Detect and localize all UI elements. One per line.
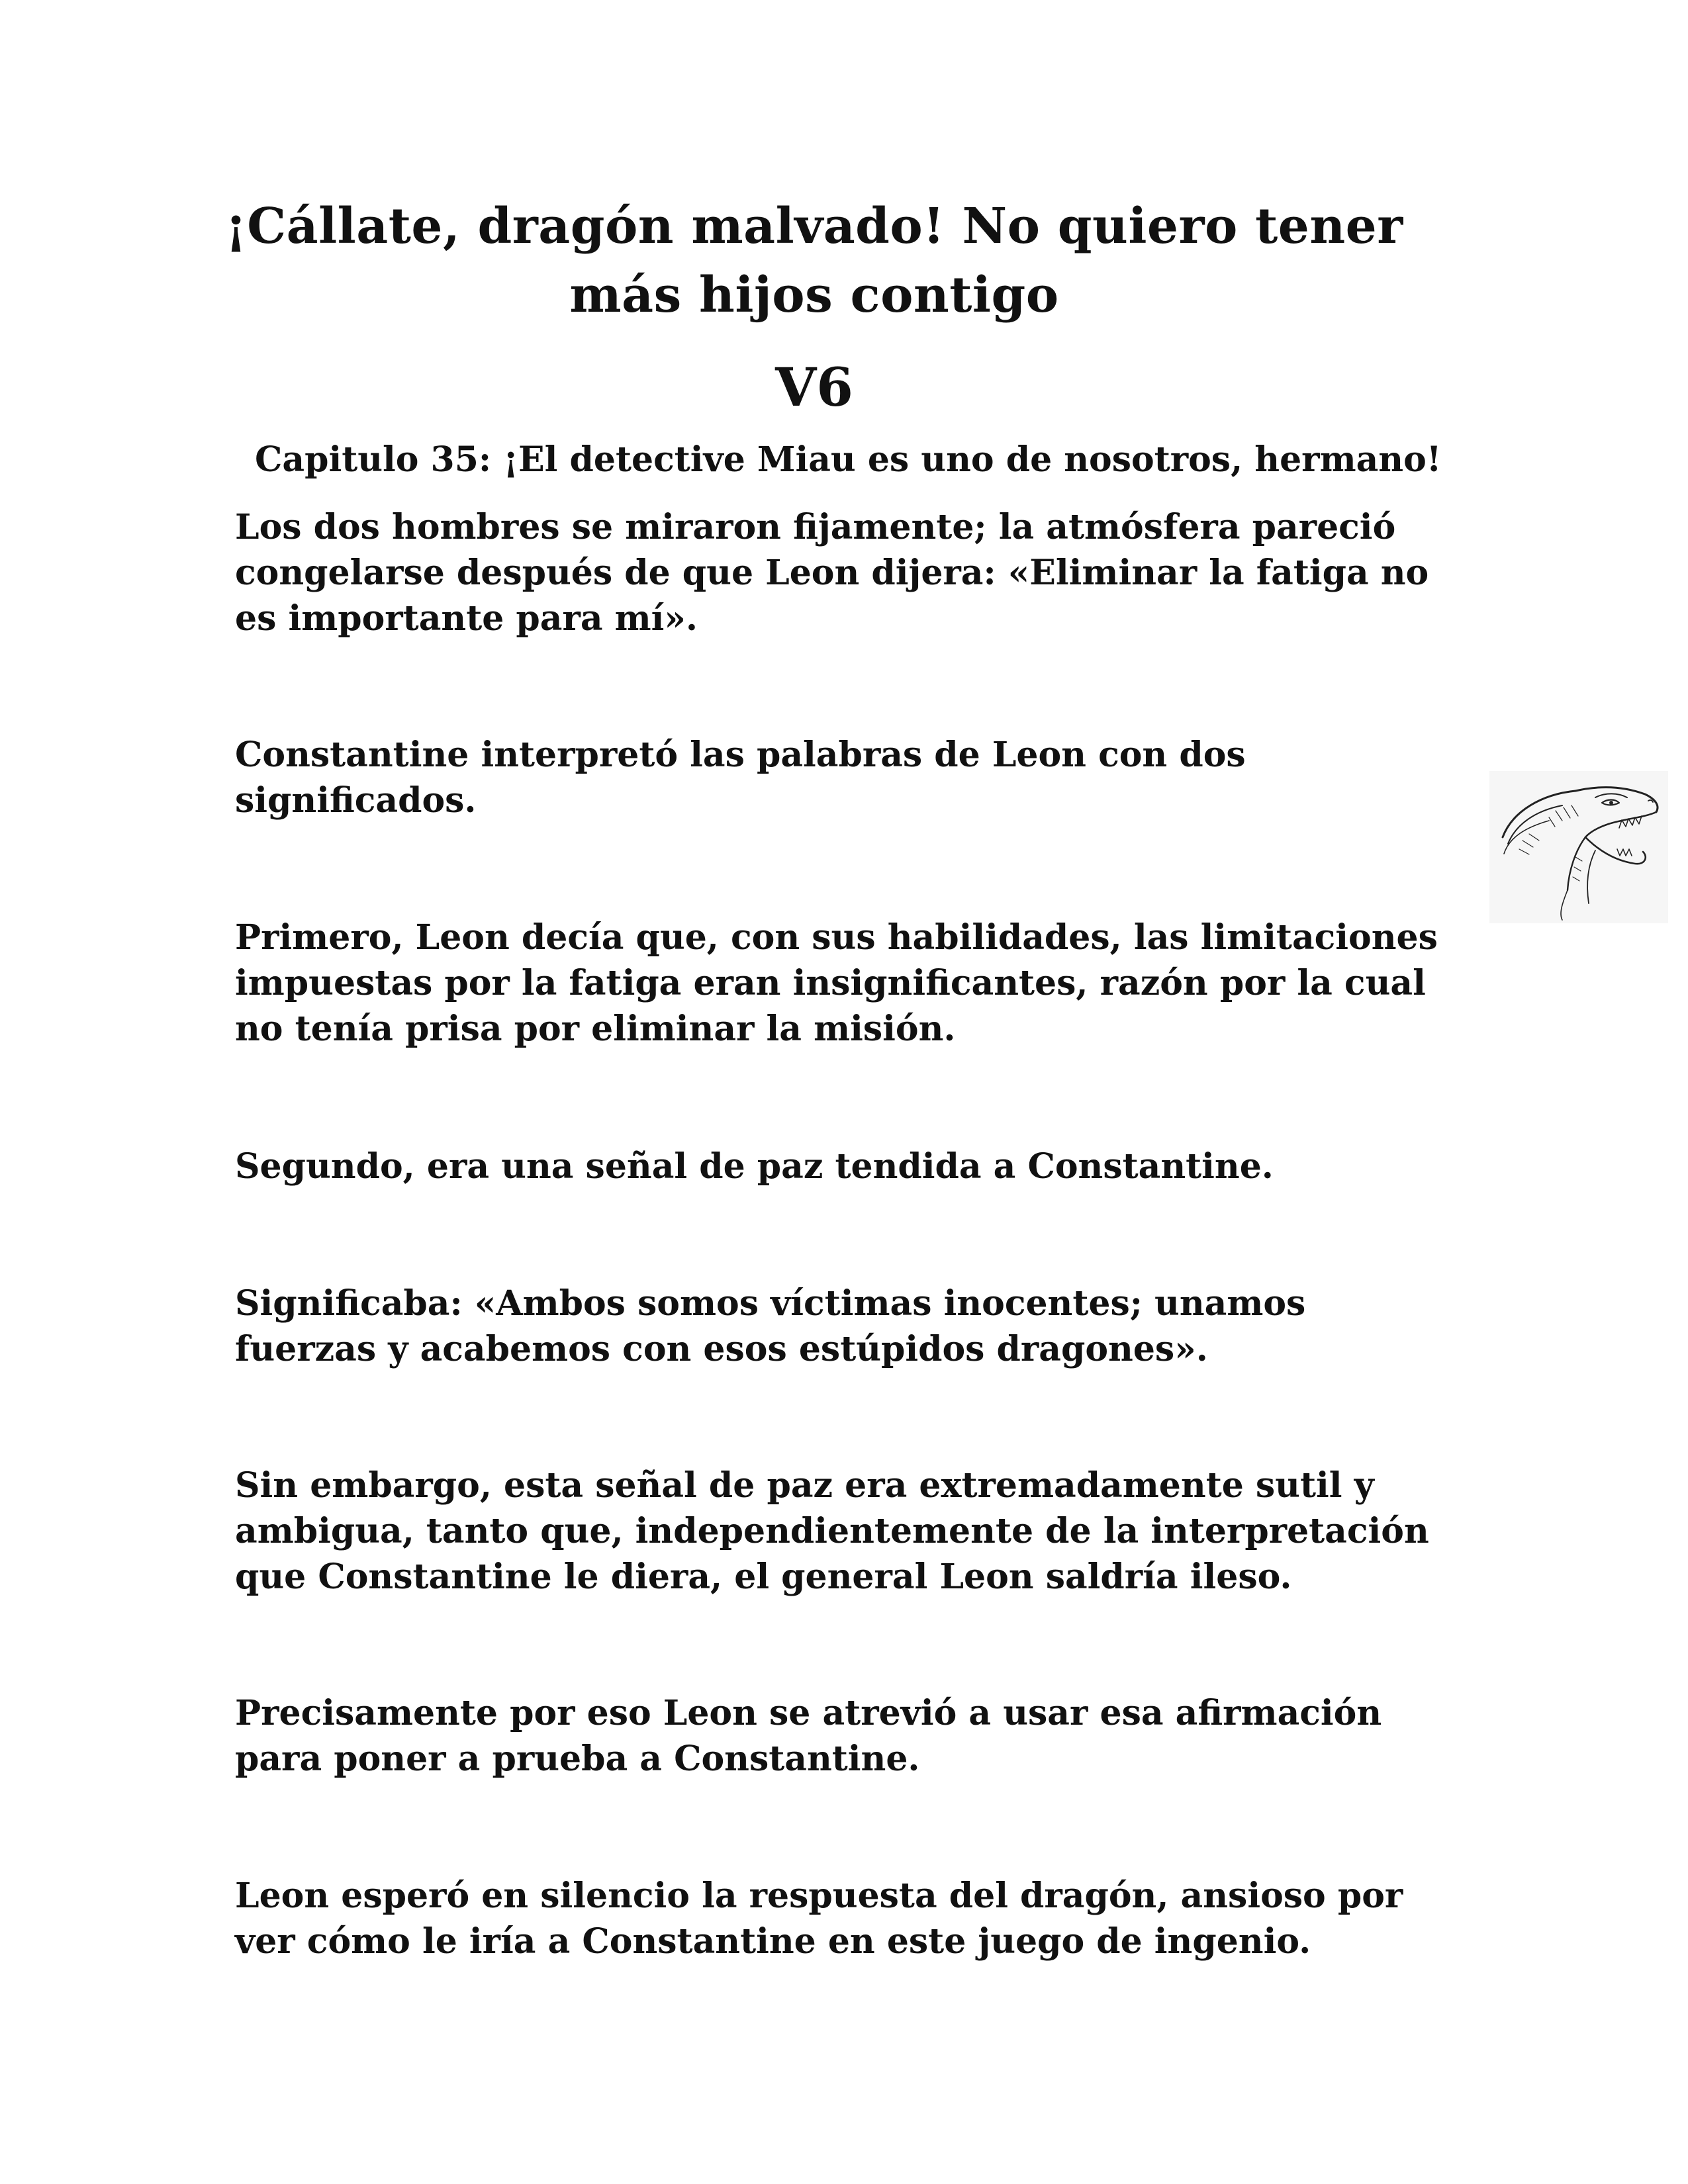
volume-label: V6 xyxy=(775,356,853,418)
paragraph: Significaba: «Ambos somos víctimas inocentes; unamos fuerzas y acabemos con esos estúpidos dragones». xyxy=(235,1283,1306,1369)
paragraph: Los dos hombres se miraron fijamente; la atmósfera pareció congelarse después de que Leon dijera: «Eliminar la fatiga no es importante para mí». xyxy=(235,507,1429,639)
paragraph: Sin embargo, esta señal de paz era extremadamente sutil y ambigua, tanto que, independientemente de la interpretación que Constantine le diera, el general Leon saldría ileso. xyxy=(235,1465,1429,1597)
paragraph: Segundo, era una señal de paz tendida a Constantine. xyxy=(235,1146,1274,1187)
chapter-heading: Capitulo 35: ¡El detective Miau es uno de nosotros, hermano! xyxy=(255,439,1442,480)
dragon-head-sketch-icon xyxy=(1489,771,1668,923)
paragraph: Precisamente por eso Leon se atrevió a usar esa afirmación para poner a prueba a Constantine. xyxy=(235,1693,1382,1779)
paragraph: Leon esperó en silencio la respuesta del dragón, ansioso por ver cómo le iría a Constantine en este juego de ingenio. xyxy=(235,1876,1403,1962)
paragraph: Primero, Leon decía que, con sus habilidades, las limitaciones impuestas por la fatiga eran insignificantes, razón por la cual no tenía prisa por eliminar la misión. xyxy=(235,917,1438,1049)
paragraph: Constantine interpretó las palabras de Leon con dos significados. xyxy=(235,735,1246,821)
novel-title: ¡Cállate, dragón malvado! No quiero tener más hijos contigo xyxy=(225,198,1403,324)
